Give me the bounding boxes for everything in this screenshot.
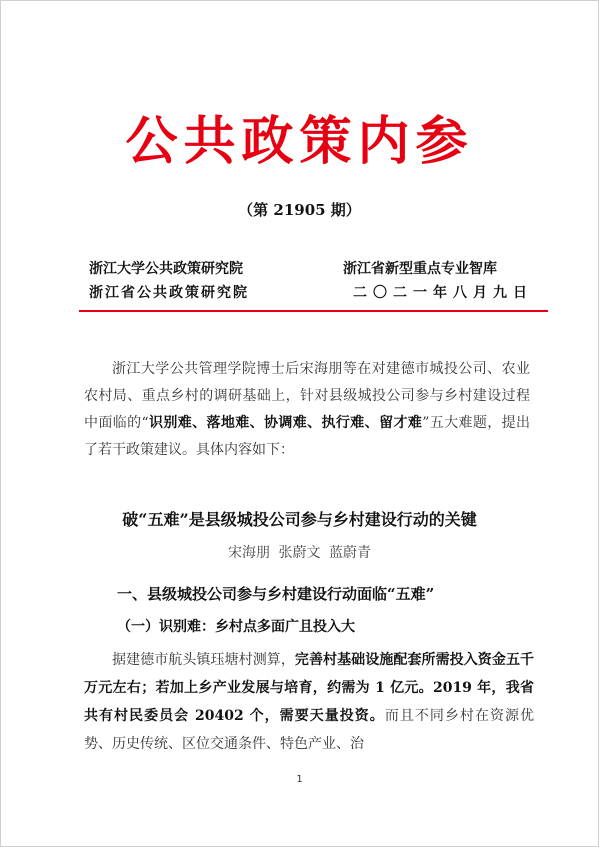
- body-text-2: 而且不同乡村在资源优势、历史传统、区位交通条件、特色产业、治: [84, 708, 535, 752]
- intro-text-2: ”五大难题，提出了若干政策建议。具体内容如下：: [84, 415, 530, 458]
- publisher-line-1: 浙江大学公共政策研究院: [89, 261, 243, 277]
- page-number: 1: [296, 774, 303, 785]
- article-authors: 宋海朋 张蔚文 蓝蔚青: [228, 545, 371, 561]
- body-paragraph: [84, 646, 534, 758]
- header-divider: [79, 310, 548, 312]
- intro-paragraph: [84, 356, 530, 464]
- body-highlight: 完善村基础设施配套所需投入资金五千万元左右；若加上乡产业发展与培育，约需为 1 亿元。2019 年，我省共有村民委员会 20402 个，需要天量投资。: [84, 652, 535, 724]
- body-text-1: 据建德市航头镇珏塘村测算，: [112, 652, 295, 668]
- intro-text-1: 浙江大学公共管理学院博士后宋海朋等在对建德市城投公司、农业农村局、重点乡村的调研基础上，针对县级城投公司参与乡村建设过程中面临的“: [84, 361, 530, 431]
- article-title: 破“五难”是县级城投公司参与乡村建设行动的关键: [122, 510, 477, 529]
- issue-number: （第 21905 期）: [238, 201, 361, 219]
- think-tank-label: 浙江省新型重点专业智库: [343, 261, 497, 277]
- intro-highlight: 识别难、落地难、协调难、执行难、留才难: [148, 415, 423, 431]
- subsection-heading: （一）识别难：乡村点多面广且投入大: [117, 619, 355, 635]
- section-heading: 一、县级城投公司参与乡村建设行动面临“五难”: [117, 585, 435, 603]
- publish-date: 二〇二一年八月九日: [353, 285, 533, 301]
- masthead-title: 公共政策内参: [125, 111, 474, 172]
- publisher-line-2: 浙江省公共政策研究院: [89, 285, 249, 301]
